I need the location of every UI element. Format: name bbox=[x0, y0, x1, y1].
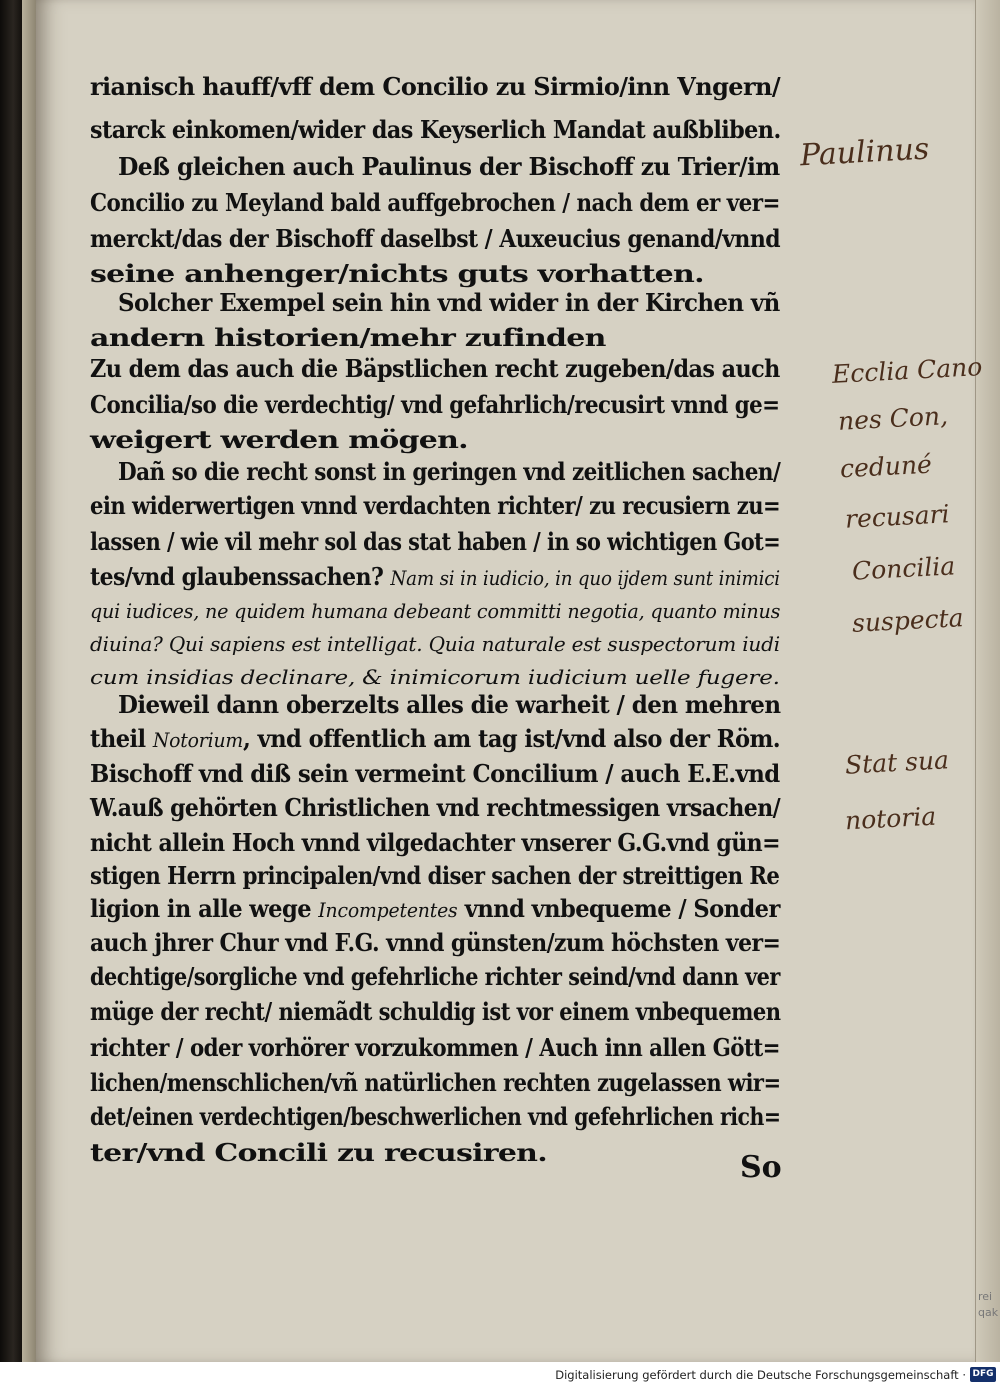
funding-notice: Digitalisierung gefördert durch die Deutsche Forschungsgemeinschaft · bbox=[555, 1368, 966, 1382]
text-line: müge der recht/ niemãdt schuldig ist vor einem vnbequemen bbox=[90, 997, 781, 1026]
text-line: ein widerwertigen vnnd verdachten richter/ zu recusiern zu= bbox=[90, 491, 781, 520]
text-fragment: ligion in alle wege bbox=[90, 894, 312, 923]
text-line: stigen Herrn principalen/vnd diser sachen der streittigen Re bbox=[90, 861, 780, 890]
text-line bbox=[90, 894, 780, 923]
text-line: nicht allein Hoch vnnd vilgedachter vnserer G.G.vnd gün= bbox=[90, 828, 781, 857]
text-line: lassen / wie vil mehr sol das stat haben / in so wichtigen Got= bbox=[90, 527, 781, 556]
text-line: Solcher Exempel sein hin vnd wider in der Kirchen vñ bbox=[118, 288, 780, 317]
text-line: weigert werden mögen. bbox=[90, 425, 468, 454]
text-line: Bischoff vnd diß sein vermeint Concilium / auch E.E.vnd bbox=[90, 759, 780, 788]
latin-text: Nam si in iudicio, in quo ijdem sunt inimici bbox=[390, 566, 780, 590]
text-fragment: vnnd vnbequeme / Sonder bbox=[457, 894, 780, 923]
marginal-note: Concilia bbox=[851, 551, 956, 586]
text-line: lichen/menschlichen/vñ natürlichen rechten zugelassen wir= bbox=[90, 1068, 781, 1097]
book-spine bbox=[0, 0, 22, 1362]
text-line: det/einen verdechtigen/beschwerlichen vnd gefehrlichen rich= bbox=[90, 1102, 781, 1131]
marginal-note: ceduné bbox=[839, 449, 933, 484]
latin-line: cum insidias declinare, & inimicorum iudicium uelle fugere. bbox=[90, 665, 780, 689]
marginal-note: Paulinus bbox=[799, 131, 931, 174]
text-line: Concilia/so die verdechtig/ vnd gefahrlich/recusirt vnnd ge= bbox=[90, 390, 780, 419]
text-line: auch jhrer Chur vnd F.G. vnnd günsten/zum höchsten ver= bbox=[90, 928, 781, 957]
marginal-note: nes Con, bbox=[837, 401, 949, 436]
text-line: rianisch hauff/vff dem Concilio zu Sirmio/inn Vngern/ bbox=[90, 72, 780, 101]
text-fragment: theil bbox=[90, 724, 146, 753]
text-line: dechtige/sorgliche vnd gefehrliche richter seind/vnd dann ver bbox=[90, 962, 780, 991]
dfg-logo-icon: DFG bbox=[970, 1367, 996, 1382]
marginal-note: Ecclia Cano bbox=[831, 352, 983, 389]
marginal-note: Stat sua bbox=[844, 745, 950, 780]
edge-mark: rei bbox=[978, 1290, 993, 1303]
text-line bbox=[90, 724, 780, 753]
text-fragment: , vnd offentlich am tag ist/vnd also der Röm. bbox=[243, 724, 781, 753]
edge-mark: qak bbox=[978, 1306, 999, 1319]
marginal-note: recusari bbox=[844, 499, 951, 534]
latin-line: diuina? Qui sapiens est intelligat. Quia naturale est suspectorum iudi bbox=[90, 632, 780, 656]
marginal-note: notoria bbox=[844, 801, 937, 836]
text-line: Dañ so die recht sonst in geringen vnd zeitlichen sachen/ bbox=[118, 457, 781, 486]
text-line bbox=[90, 562, 780, 591]
text-line: Dieweil dann oberzelts alles die warheit / den mehren bbox=[118, 690, 781, 719]
text-line: Zu dem das auch die Bäpstlichen recht zugeben/das auch bbox=[90, 354, 780, 383]
text-line: starck einkomen/wider das Keyserlich Mandat außbliben. bbox=[90, 115, 781, 144]
latin-term: Notorium bbox=[152, 728, 244, 752]
latin-term: Incompetentes bbox=[318, 898, 458, 922]
marginal-note: suspecta bbox=[851, 603, 965, 638]
catchword: So bbox=[740, 1150, 782, 1185]
text-line: richter / oder vorhörer vorzukommen / Auch inn allen Gött= bbox=[90, 1033, 781, 1062]
text-fragment: tes/vnd glaubenssachen? bbox=[90, 562, 384, 591]
latin-line: qui iudices, ne quidem humana debeant committi negotia, quanto minus bbox=[90, 599, 781, 623]
text-line: Concilio zu Meyland bald auffgebrochen / nach dem er ver= bbox=[90, 188, 780, 217]
text-line: seine anhenger/nichts guts vorhatten. bbox=[90, 259, 704, 288]
page-edge-right bbox=[975, 0, 1000, 1362]
text-line: Deß gleichen auch Paulinus der Bischoff zu Trier/im bbox=[118, 152, 780, 181]
text-line: ter/vnd Concili zu recusiren. bbox=[90, 1138, 547, 1167]
text-line: merckt/das der Bischoff daselbst / Auxeucius genand/vnnd bbox=[90, 224, 781, 253]
footer-bar bbox=[0, 1362, 1000, 1389]
text-line: andern historien/mehr zufinden bbox=[90, 323, 606, 352]
text-line: W.auß gehörten Christlichen vnd rechtmessigen vrsachen/ bbox=[90, 793, 781, 822]
previous-page-edge bbox=[22, 0, 36, 1362]
